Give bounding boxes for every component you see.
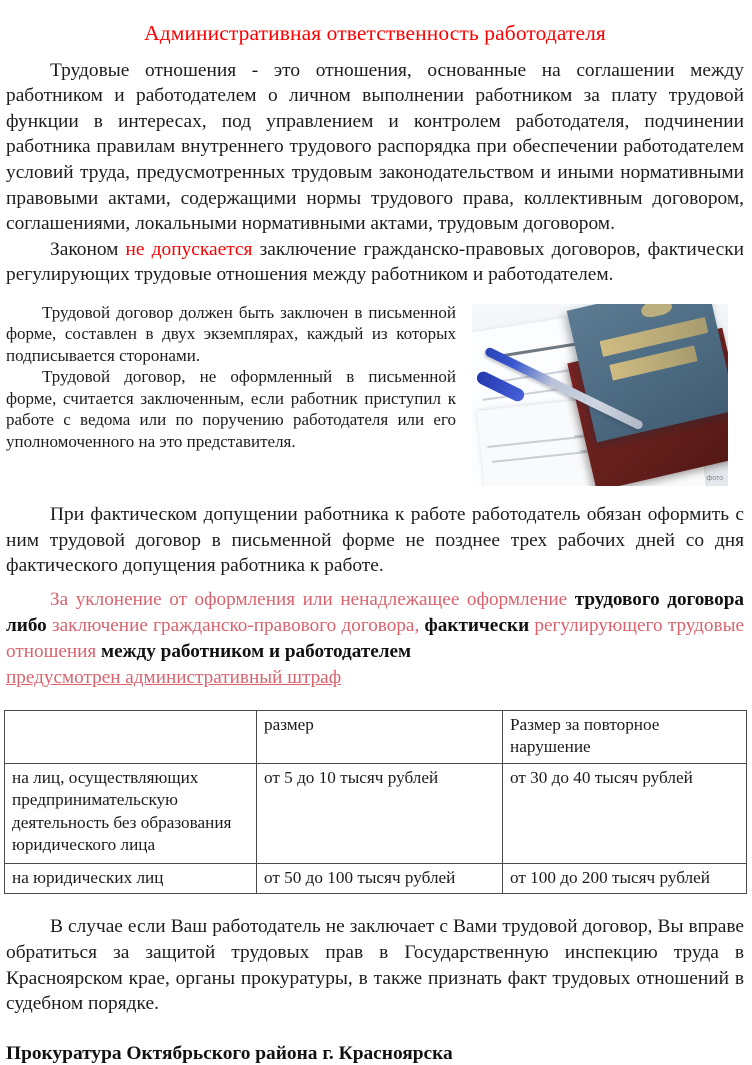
contract-documents-photo <box>472 304 728 486</box>
table-cell-amount: от 5 до 10 тысяч рублей <box>257 763 503 863</box>
table-cell-repeat-amount: от 100 до 200 тысяч рублей <box>503 863 747 894</box>
paragraph-text: В случае если Ваш работодатель не заключает с Вами трудовой договор, Вы вправе обратиться за защитой трудовых прав в Государственную инспекцию труда в Красноярском крае, органы прокуратуры, в также признать факт трудовых отношений в судебном порядке. <box>6 916 744 1015</box>
paragraph-text: При фактическом допущении работника к работе работодатель обязан оформить с ним трудовой договор в письменной форме не позднее трех рабочих дней со дня фактического допущения работника к работе. <box>6 503 744 577</box>
paragraph-text: Трудовой договор должен быть заключен в письменной форме, составлен в двух экземплярах, каждый из которых подписывается сторонами. <box>6 302 456 365</box>
penalty-segment-6: между работником и работодателем <box>101 640 412 662</box>
paragraph-remedies <box>6 914 744 1016</box>
page-title: Административная ответственность работодателя <box>144 21 606 45</box>
photo-watermark: фото <box>706 474 723 482</box>
illustrated-section <box>6 302 744 490</box>
fines-table <box>4 710 747 895</box>
paragraph-actual-admission <box>6 502 744 579</box>
paragraph-penalty-notice <box>6 587 744 691</box>
penalty-segment-7: предусмотрен административный штраф <box>6 666 342 688</box>
table-header-subject <box>5 710 257 763</box>
paragraph-labor-relations-definition <box>6 58 744 237</box>
text-segment-plain-2: заключение гражданско-правовых договоров, фактически регулирующих трудовые отношения между работником и работодателем. <box>6 238 744 286</box>
paragraph-text: Трудовой договор, не оформленный в письменной форме, считается заключенным, если работник приступил к работе с ведома или по поручению работодателя или его уполномоченного на это представителя. <box>6 367 456 451</box>
penalty-segment-1: За уклонение от оформления или ненадлежащее оформление <box>50 588 575 610</box>
penalty-segment-2: трудового договора либо <box>6 588 744 636</box>
table-row <box>5 763 747 863</box>
penalty-segment-4: фактически <box>419 614 535 636</box>
penalty-segment-5: регулирующего трудовые отношения <box>6 614 744 662</box>
table-cell-amount: от 50 до 100 тысяч рублей <box>257 863 503 894</box>
table-header-repeat-amount: Размер за повторное нарушение <box>503 710 747 763</box>
table-cell-subject: на лиц, осуществляющих предпринимательскую деятельность без образования юридического лица <box>5 763 257 863</box>
text-segment-plain: Законом <box>50 238 126 260</box>
table-header-row <box>5 710 747 763</box>
table-row <box>5 863 747 894</box>
table-header-amount: размер <box>257 710 503 763</box>
penalty-segment-3: заключение гражданско-правового договора, <box>52 614 420 636</box>
text-segment-highlight-red: не допускается <box>125 238 253 260</box>
paragraph-text: Трудовые отношения - это отношения, основанные на соглашении между работником и работодателем о личном выполнении работником за плату трудовой функции в интересах, под управлением и контролем работодателя, подчинении работника правилам внутреннего трудового распорядка при обеспечении работодателем условий труда, предусмотренных трудовым законодательством и иными нормативными правовыми актами, содержащими нормы трудового права, коллективным договором, соглашениями, локальными нормативными актами, трудовым договором. <box>6 59 744 235</box>
footer-signature: Прокуратура Октябрьского района г. Красноярска <box>6 1042 453 1064</box>
table-cell-subject: на юридических лиц <box>5 863 257 894</box>
paragraph-law-prohibition <box>6 237 744 288</box>
table-cell-repeat-amount: от 30 до 40 тысяч рублей <box>503 763 747 863</box>
